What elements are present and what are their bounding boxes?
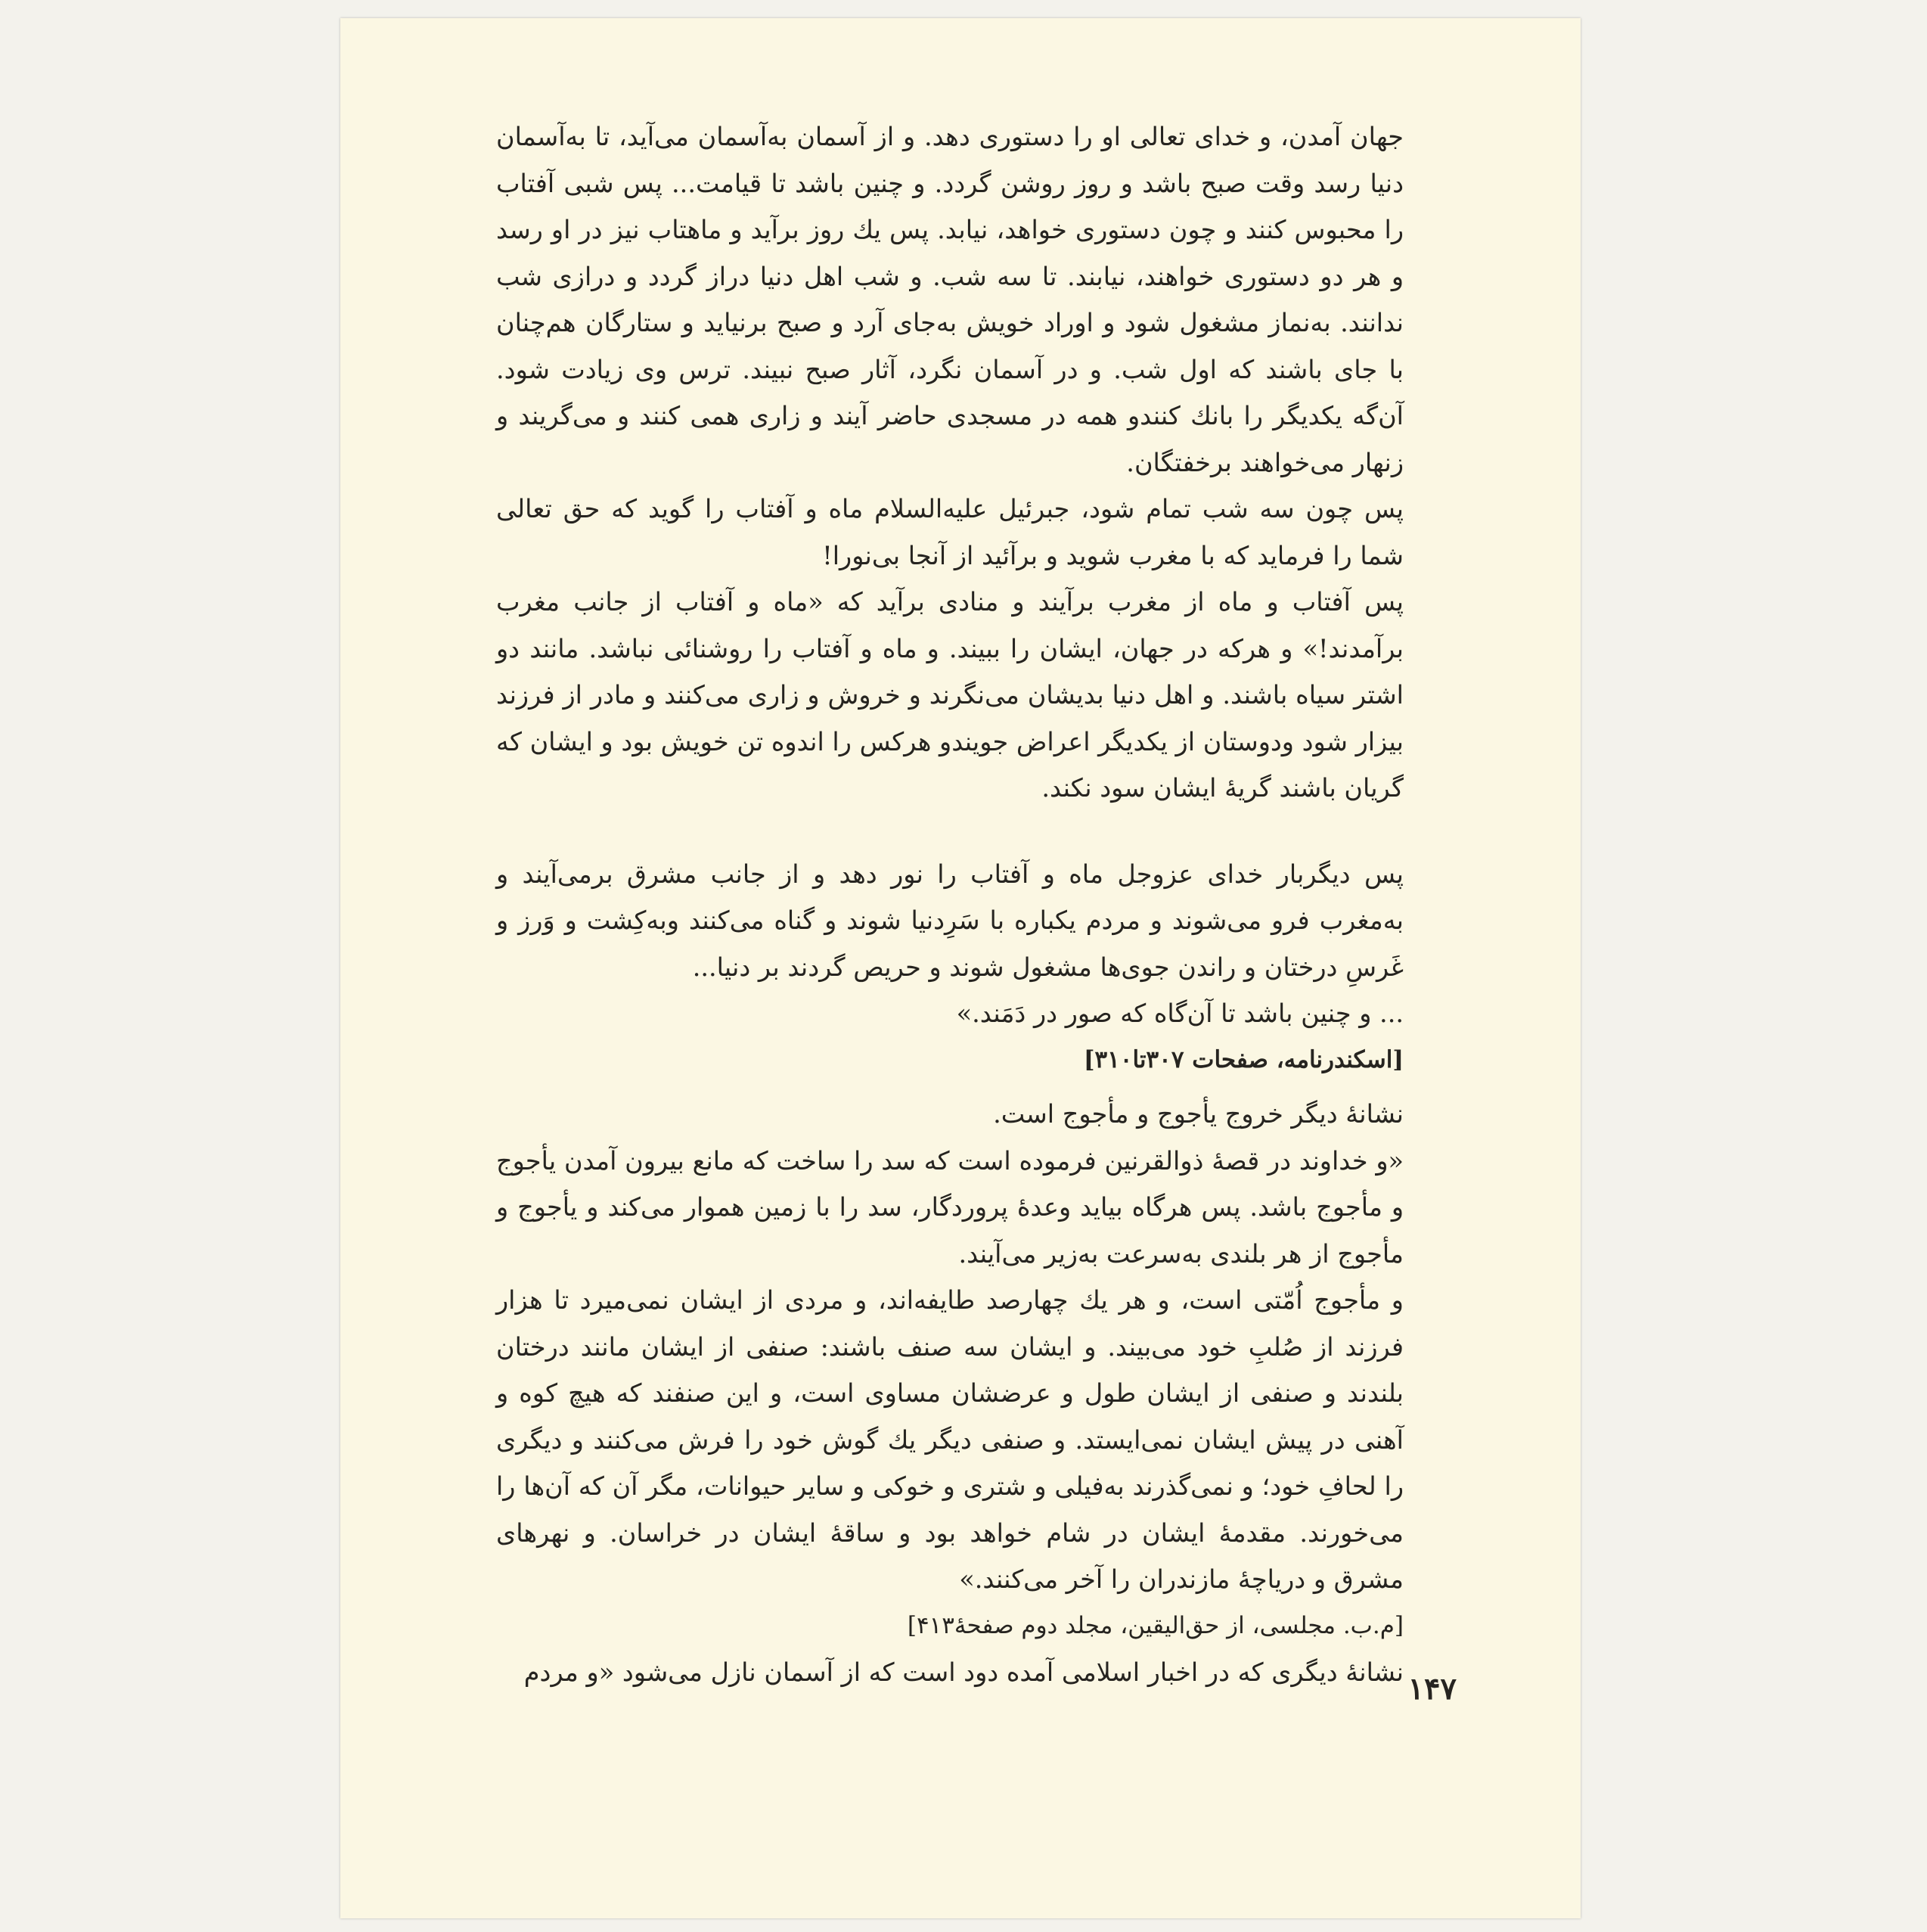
citation-eskandarnameh: [اسکندرنامه، صفحات ۳۰۷تا۳۱۰] — [1083, 1045, 1404, 1073]
paragraph-magog-nation: و مأجوج اُمّتی است، و هر یك چهارصد طایفه‌اند، و مردی از ایشان نمی‌میرد تا هزار فرزند از صُلبِ خود می‌بیند. و ایشان سه صنف باشند: صنفی از ایشان مانند درختان بلندند و صنفی از ایشان طول و عرضشان مساوی است، و این صنفند که هیچ کوه و آهنی در پیش ایشان نمی‌ایستد. و صنفی دیگر یك گوش خود را فرش می‌کنند و دیگری را لحافِ خود؛ و نمی‌گذرند به‌فیلی و شتری و خوکی و سایر حیوانات، مگر آن که آن‌ها را می‌خورند. مقدمهٔ ایشان در شام خواهد بود و ساقهٔ ایشان در خراسان. و نهرهای مشرق و دریاچهٔ مازندران را آخر می‌کنند.» — [496, 1285, 1404, 1594]
heading-gog-magog: نشانهٔ دیگر خروج یأجوج و مأجوج است. — [993, 1099, 1404, 1129]
paragraph-sun-moon-halt: جهان آمدن، و خدای تعالی او را دستوری دهد. و از آسمان به‌آسمان می‌آید، تا به‌آسمان دنیا رسد وقت صبح باشد و روز روشن گردد. و چنین باشد تا قیامت... پس شبی آفتاب را محبوس کنند و چون دستوری خواهد، نیابد. پس یك روز برآید و ماهتاب نیز در او رسد و هر دو دستوری خواهند، نیابند. تا سه شب. و شب اهل دنیا دراز گردد و درازی شب ندانند. به‌نماز مشغول شود و اوراد خویش به‌جای آرد و صبح برنیاید و ستارگان هم‌چنان با جای باشند که اول شب. و در آسمان نگرد، آثار صبح نبیند. ترس وی زیادت شود. آن‌گه یکدیگر را بانك کنندو همه در مسجدی حاضر آیند و زاری همی کنند و می‌گریند و زنهار می‌خواهند برخفتگان. — [496, 122, 1404, 477]
paragraph-rise-from-west: پس آفتاب و ماه از مغرب برآیند و منادی برآید که «ماه و آفتاب از جانب مغرب برآمدند!» و هرکه در جهان، ایشان را ببیند. و ماه و آفتاب را روشنائی نباشد. مانند دو اشتر سیاه باشند. و اهل دنیا بدیشان می‌نگرند و خروش و زاری می‌کنند و مادر از فرزند بیزار شود ودوستان از یکدیگر اعراض جویندو هرکس را اندوه تن خویش بود و ایشان که گریان باشند گریهٔ ایشان سود نکند. — [496, 587, 1404, 803]
paragraph-light-restored: پس دیگربار خدای عزوجل ماه و آفتاب را نور دهد و از جانب مشرق برمی‌آیند و به‌مغرب فرو می‌شوند و مردم یکباره با سَرِدنیا شوند و گناه می‌کنند وبه‌کِشت و وَرز و غَرسِ درختان و راندن جوی‌ها مشغول شوند و حریص گردند بر دنیا... — [496, 859, 1404, 982]
paragraph-smoke-sign: نشانهٔ دیگری که در اخبار اسلامی آمده دود است که از آسمان نازل می‌شود «و مردم — [523, 1657, 1404, 1687]
citation-gap — [496, 1083, 1404, 1091]
paragraph-gap — [496, 812, 1404, 851]
paragraph-trumpet: ... و چنین باشد تا آن‌گاه که صور در دَمَند.» — [956, 999, 1404, 1028]
page-body — [496, 113, 1404, 1696]
paragraph-dhul-qarnayn: «و خداوند در قصهٔ ذوالقرنین فرموده است که سد را ساخت که مانع بیرون آمدن یأجوج و مأجوج باشد. پس هرگاه بیاید وعدهٔ پروردگار، سد را با زمین هموار می‌کند و یأجوج و مأجوج از هر بلندی به‌سرعت به‌زیر می‌آیند. — [496, 1145, 1404, 1269]
book-page — [340, 18, 1581, 1918]
paragraph-jibril-command: پس چون سه شب تمام شود، جبرئیل علیه‌السلام ماه و آفتاب را گوید که حق تعالی شما را فرماید که با مغرب شوید و برآئید از آنجا بی‌نورا! — [496, 494, 1404, 570]
page-number: ۱۴۷ — [1407, 1671, 1457, 1707]
citation-majlesi: [م.ب. مجلسی، از حق‌الیقین، مجلد دوم صفحهٔ۴۱۳] — [907, 1611, 1404, 1639]
